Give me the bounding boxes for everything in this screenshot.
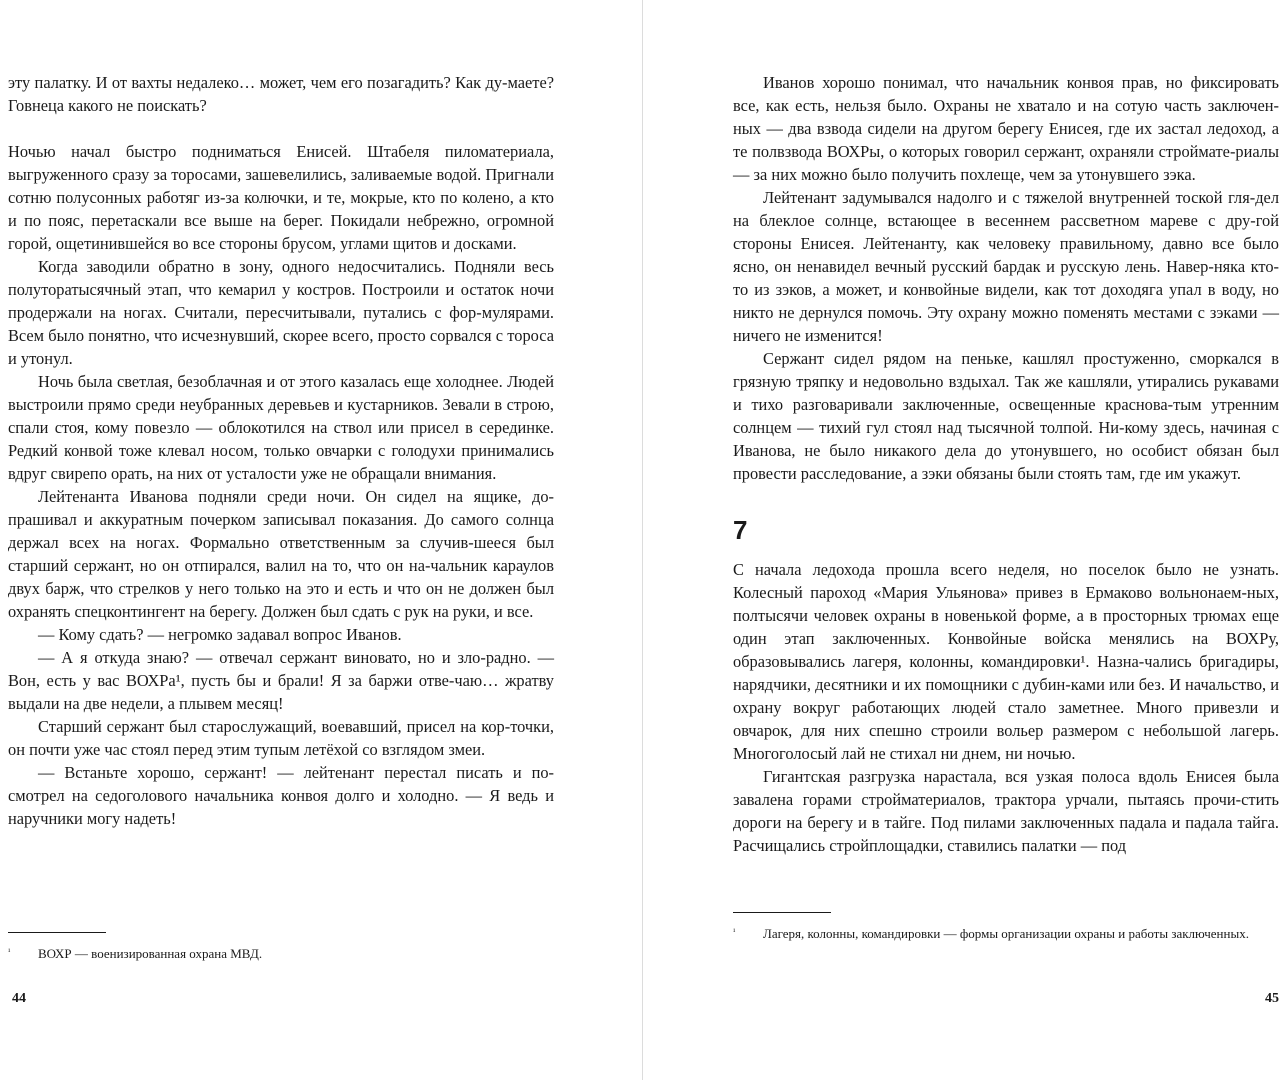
paragraph: Гигантская разгрузка нарастала, вся узкая полоса вдоль Енисея была завалена горами стройматериалов, трактора урчали, пытаясь прочи-стить дороги на берегу и в тайге. Под пилами заключенных падала и падала тайга. Расчищались стройплощадки, ставились палатки — под xyxy=(733,767,1279,855)
footnote xyxy=(733,924,1279,943)
page-number: 44 xyxy=(12,991,26,1006)
paragraph: Ночью начал быстро подниматься Енисей. Штабеля пиломатериала, выгруженного сразу за торосами, зашевелились, заливаемые водой. Пригнали сотню полусонных работяг из-за колючки, и те, мокрые, кто по колено, а кто и по пояс, перетаскали все выше на берег. Покидали небрежно, огромной горой, ощетинившейся во все стороны брусом, углами щитов и досками. xyxy=(8,142,554,253)
paragraph: Ночь была светлая, безоблачная и от этого казалась еще холоднее. Людей выстроили прямо среди неубранных деревьев и кустарников. Зевали в строю, спали стоя, кому повезло — облокотился на ствол или присел в серединке. Редкий конвой тоже клевал носом, только овчарки с голодухи принимались вдруг свирепо орать, на них от усталости уже не обращали внимания. xyxy=(8,372,554,483)
chapter-number: 7 xyxy=(733,515,748,545)
right-page-body xyxy=(733,71,1279,857)
footnote-mark: ¹ xyxy=(733,927,736,936)
paragraph: Лейтенанта Иванова подняли среди ночи. Он сидел на ящике, до-прашивал и аккуратным почерком записывал показания. До самого солнца держал всех на ногах. Формально ответственным за случив-шееся был старший сержант, но он отпирался, валил на то, что он на-чальник караулов двух барж, что стрелков у него только на это и есть и что он не должен был охранять спецконтингент на берегу. Должен был сдать с рук на руки, и все. xyxy=(8,487,554,621)
footnote-rule xyxy=(733,912,831,913)
paragraph: С начала ледохода прошла всего неделя, но поселок было не узнать. Колесный пароход «Мария Ульянова» привез в Ермаково вольнонаем-ных, полтысячи человек охраны в новенькой форме, а в просторных трюмах еще один этап заключенных. Конвойные войска менялись на ВОХРу, образовывались лагеря, колонны, командировки¹. Назна-чались бригадиры, нарядчики, десятники и их помощники с дубин-ками или без. И начальство, и охрану вокруг работающих людей стало заметнее. Много привезли и овчарок, для них спешно строили вольер размером с небольшой лагерь. Многоголосый лай не стихал ни днем, ни ночью. xyxy=(733,560,1279,763)
paragraph: Когда заводили обратно в зону, одного недосчитались. Подняли весь полуторатысячный этап, что кемарил у костров. Построили и остаток ночи продержали на ногах. Считали, пересчитывали, путались с фор-мулярами. Всем было понятно, что исчезнувший, скорее всего, просто сорвался с тороса и утонул. xyxy=(8,257,554,368)
page-gutter xyxy=(642,0,643,1080)
left-page-body xyxy=(8,71,554,830)
paragraph: Старший сержант был старослужащий, воевавший, присел на кор-точки, он почти уже час стоял перед этим тупым летёхой со взглядом змеи. xyxy=(8,717,554,759)
page-number: 45 xyxy=(1265,991,1279,1006)
dialogue-line: — Кому сдать? — негромко задавал вопрос Иванов. xyxy=(38,625,402,644)
paragraph: Лейтенант задумывался надолго и с тяжелой внутренней тоской гля-дел на блеклое солнце, встающее в весеннем рассветном мареве с дру-гой стороны Енисея. Лейтенанту, как человеку правильному, давно все было ясно, он ненавидел вечный русский бардак и русскую лень. Навер-няка кто-то из зэков, а может, и конвойные видели, как тот доходяга упал в воду, но никто не дернулся помочь. Эту охрану можно поменять местами с зэками — ничего не изменится! xyxy=(733,188,1279,345)
footnote-text: ВОХР — военизированная охрана МВД. xyxy=(38,946,263,961)
right-page xyxy=(733,0,1279,1080)
footnote-text: Лагеря, колонны, командировки — формы организации охраны и работы заключенных. xyxy=(763,926,1249,941)
dialogue-line: — А я откуда знаю? — отвечал сержант виновато, но и зло-радно. — Вон, есть у вас ВОХРа¹, пусть бы и брали! Я за баржи отве-чаю… жратву выдали на две недели, а плывем месяц! xyxy=(8,648,554,713)
footnote-rule xyxy=(8,932,106,933)
footnote xyxy=(8,944,554,963)
paragraph: эту палатку. И от вахты недалеко… может, чем его позагадить? Как ду-маете? Говнеца какого не поискать? xyxy=(8,73,554,115)
footnote-mark: ¹ xyxy=(8,947,11,956)
left-page xyxy=(8,0,554,1080)
paragraph: Иванов хорошо понимал, что начальник конвоя прав, но фиксировать все, как есть, нельзя было. Охраны не хватало и на сотую часть заключен-ных — два взвода сидели на другом берегу Енисея, где их застал ледоход, а те полвзвода ВОХРы, о которых говорил сержант, охраняли строймате-риалы — за них можно было получить похлеще, чем за утонувшего зэка. xyxy=(733,73,1279,184)
paragraph: Сержант сидел рядом на пеньке, кашлял простуженно, сморкался в грязную тряпку и недовольно вздыхал. Так же кашляли, утирались рукавами и тихо разговаривали заключенные, освещенные краснова-тым утренним солнцем — тихий гул стоял над тысячной толпой. Ни-кому здесь, начиная с Иванова, не было никакого дела до утонувшего, но особист обязан был провести расследование, а зэки обязаны были стоять там, где им укажут. xyxy=(733,349,1279,483)
dialogue-line: — Встаньте хорошо, сержант! — лейтенант перестал писать и по-смотрел на седоголового начальника конвоя долго и холодно. — Я ведь и наручники могу надеть! xyxy=(8,763,554,828)
